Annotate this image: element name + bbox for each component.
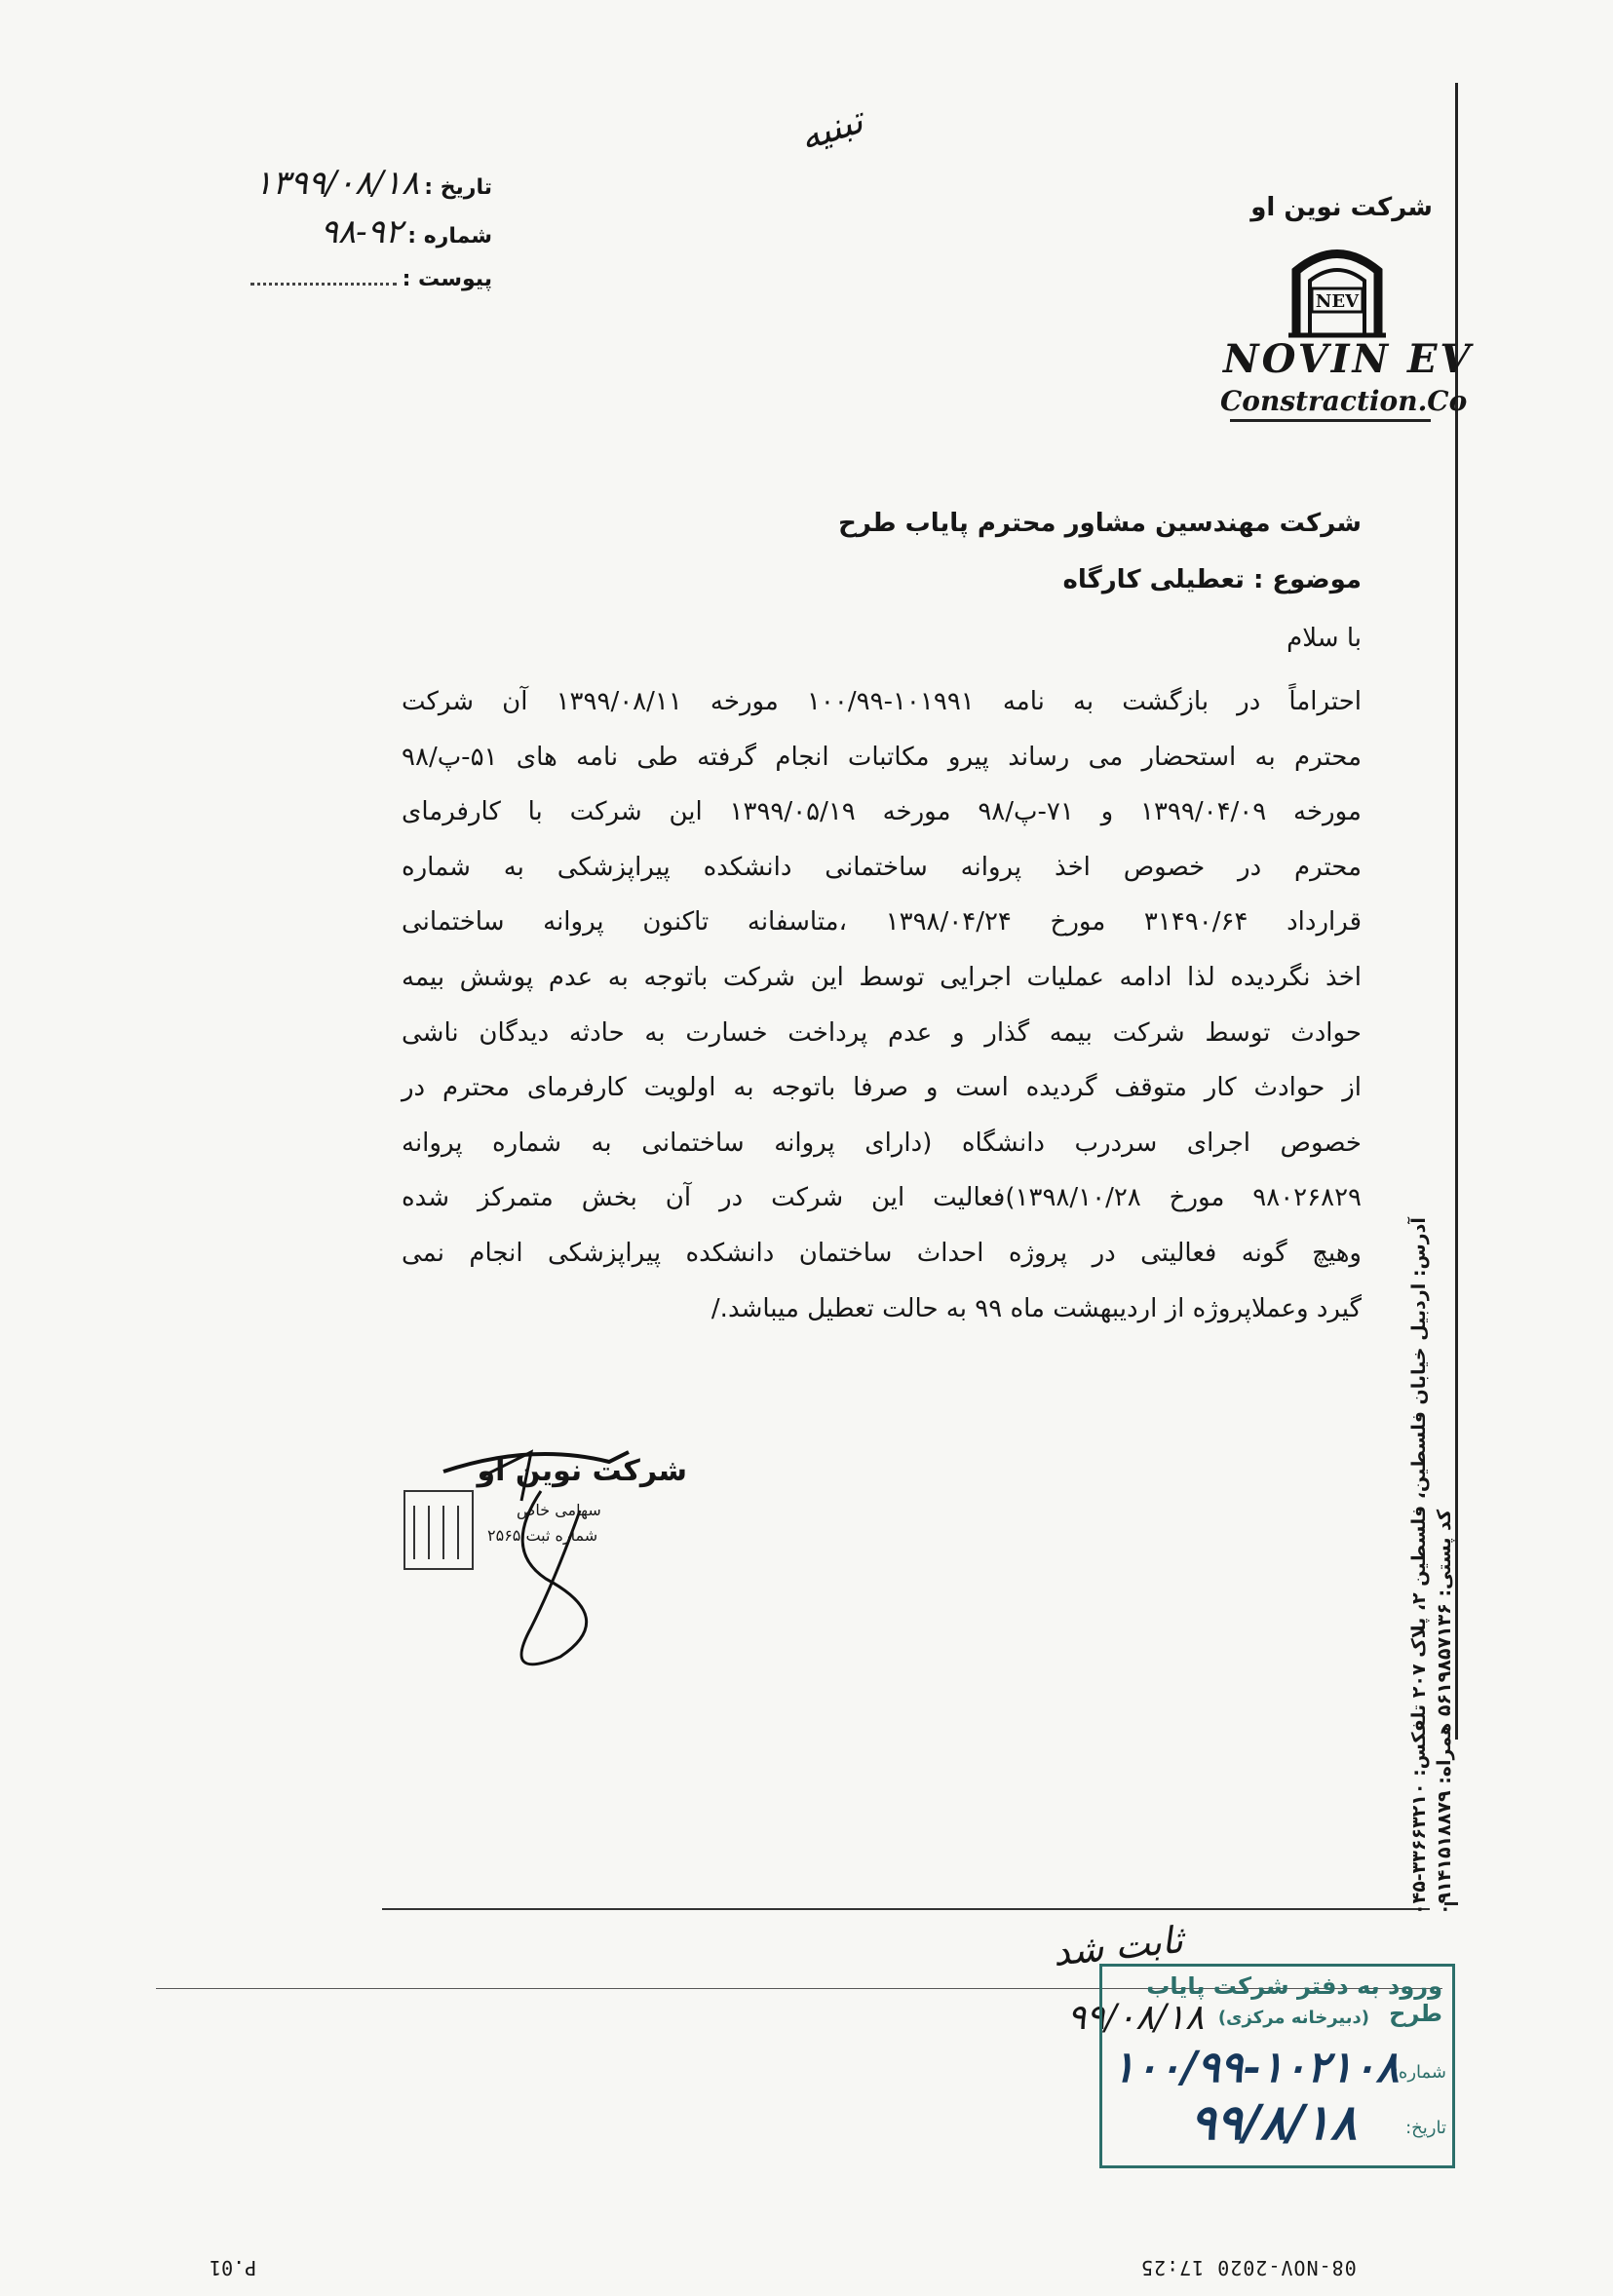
company-logo-icon: [1288, 242, 1386, 339]
signature-company: شرکت نوین او: [477, 1454, 687, 1488]
seal-line-2: شماره ثبت ۲۵۶۵: [487, 1526, 598, 1545]
letter-body-line: از حوادث کار متوقف گردیده است و صرفا باتوجه به اولویت کارفرمای محترم در: [402, 1073, 1362, 1103]
letter-body: [402, 674, 1362, 1336]
letter-body-line: وهیچ گونه فعالیتی در پروژه احداث ساختمان دانشکده پیراپزشکی انجام نمی: [402, 1238, 1362, 1268]
handwritten-note: ثابت شد: [1051, 1918, 1185, 1974]
fax-timestamp: 08-NOV-2020 17:25: [1140, 2256, 1357, 2279]
header-date-label: تاریخ :: [424, 175, 492, 200]
stamp-number-label: شماره:: [1392, 2062, 1446, 2083]
header-date-value: ۱۳۹۹/۰۸/۱۸: [254, 164, 420, 203]
letter-body-line: قرارداد ۳۱۴۹۰/۶۴ مورخ ۱۳۹۸/۰۴/۲۴ ،متاسفانه تاکنون پروانه ساختمانی: [402, 907, 1363, 938]
stamp-title: ورود به دفتر شرکت پایاب طرح: [1146, 1972, 1442, 2027]
handwritten-date: ۹۹/۰۸/۱۸: [1067, 1998, 1205, 2038]
company-logo-text: NEV: [1315, 291, 1360, 312]
company-name-en: NOVIN EV: [1223, 336, 1474, 382]
company-address: [1401, 1194, 1459, 1915]
address-line-2: کد پستی: ۵۶۱۹۸۵۷۱۳۶ همراه: ۰۹۱۴۱۵۱۸۸۷۹: [1434, 1509, 1455, 1915]
header-number-value: ۹۲-۹۸: [320, 212, 403, 251]
stamp-subtitle: (دبیرخانه مرکزی): [1217, 2008, 1369, 2028]
letter-recipient: شرکت مهندسین مشاور محترم پایاب طرح: [838, 509, 1362, 538]
header-attachment-label: پیوست :: [402, 267, 492, 291]
letter-body-line: خصوص اجرای سردرب دانشگاه (دارای پروانه ساختمانی به شماره پروانه: [402, 1128, 1362, 1158]
letter-body-line: مورخه ۱۳۹۹/۰۴/۰۹ و ۷۱-پ/۹۸ مورخه ۱۳۹۹/۰۵/۱۹ این شرکت با کارفرمای: [402, 797, 1362, 827]
fax-page-number: P.01: [210, 2256, 257, 2279]
letter-body-line: محترم در خصوص اخذ پروانه ساختمانی دانشکده پیراپزشکی به شماره: [402, 852, 1362, 882]
header-date-row: [254, 164, 492, 203]
header-number-row: [321, 212, 492, 251]
letter-body-line: گیرد وعملاپروژه از اردیبهشت ماه ۹۹ به حالت تعطیل میباشد./: [710, 1293, 1362, 1323]
stamp-date-value: ۹۹/۸/۱۸: [1190, 2093, 1357, 2151]
receipt-stamp: [1099, 1964, 1455, 2168]
copy-mark: تبنیه: [793, 97, 868, 160]
header-attachment-row: [250, 265, 492, 291]
letter-body-line: اخذ نگردیده لذا ادامه عملیات اجرایی توسط این شرکت باتوجه به عدم پوشش بیمه: [402, 962, 1362, 992]
letter-body-line: حوادث توسط شرکت بیمه گذار و عدم پرداخت خسارت به حادثه دیدگان ناشی: [402, 1017, 1362, 1048]
header-attachment-dots: [250, 265, 397, 286]
company-name-en-sub: Constraction.Co: [1220, 385, 1468, 417]
letter-greeting: با سلام: [1287, 624, 1362, 653]
logo-underline: [1230, 419, 1431, 422]
letter-subject: موضوع : تعطیلی کارگاه: [1062, 565, 1362, 594]
header-number-label: شماره :: [407, 224, 492, 249]
letter-body-line: محترم به استحضار می رساند پیرو مکاتبات انجام گرفته طی نامه های ۵۱-پ/۹۸: [402, 742, 1362, 772]
letter-body-line: احتراماً در بازگشت به نامه ۱۰۱۹۹۱-۱۰۰/۹۹ مورخه ۱۳۹۹/۰۸/۱۱ آن شرکت: [402, 687, 1362, 716]
seal-line-1: سهامی خاص: [517, 1501, 601, 1519]
letter-body-line: ۹۸۰۲۶۸۲۹ مورخ ۱۳۹۸/۱۰/۲۸)فعالیت این شرکت در آن بخش متمرکز شده: [402, 1183, 1362, 1213]
company-name-fa: شرکت نوین او: [1250, 193, 1433, 222]
page-frame-bottom: [382, 1908, 1430, 1910]
stamp-date-label: تاریخ:: [1405, 2118, 1446, 2138]
stamp-number-value: ۱۰۰/۹۹-۱۰۲۱۰۸: [1112, 2043, 1400, 2092]
address-line-1: آدرس: اردبیل خیابان فلسطین، فلسطین ۲، پلاک ۲۰۷ تلفکس: ۳۳۶۶۳۲۱۰-۰۴۵: [1408, 1217, 1430, 1915]
